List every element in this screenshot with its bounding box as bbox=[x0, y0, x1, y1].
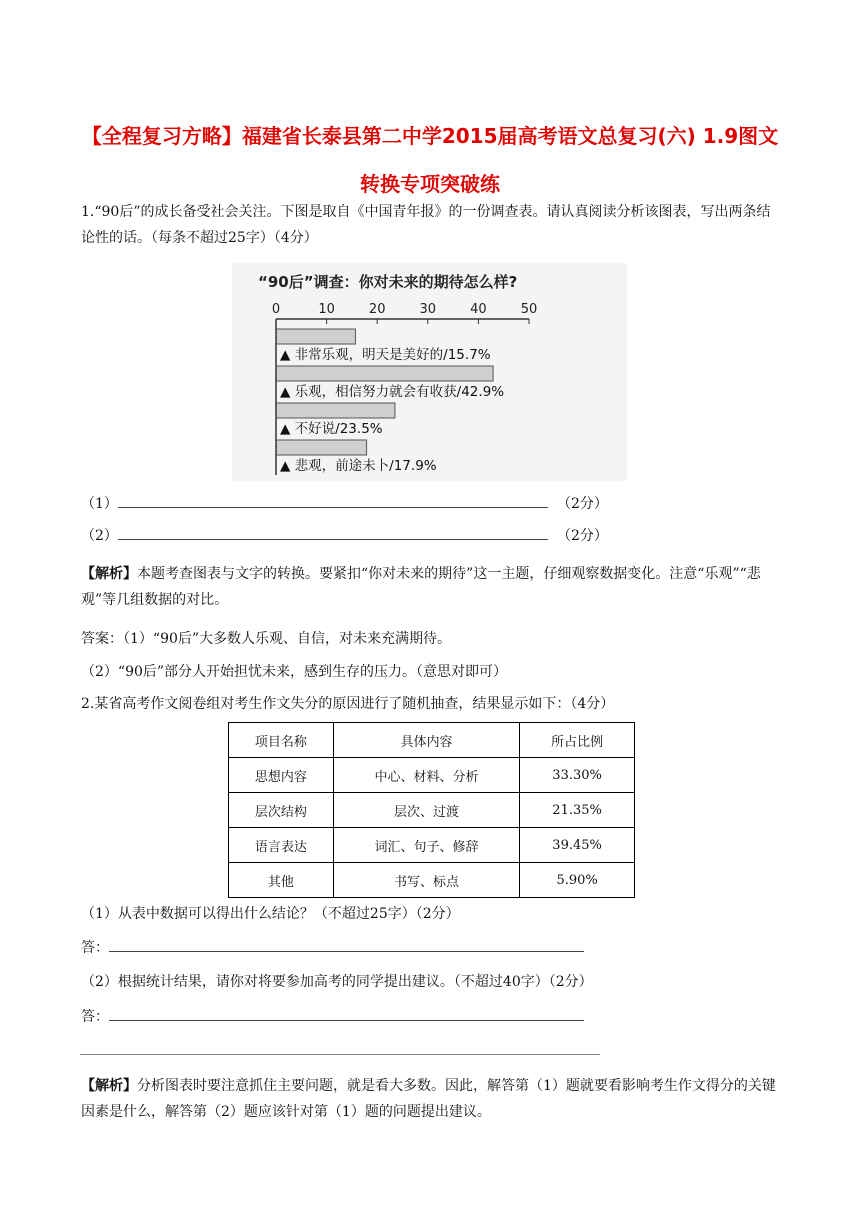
chart-bar-2 bbox=[276, 403, 395, 418]
title-line-2: 转换专项突破练 bbox=[360, 172, 500, 196]
table-cell: 书写、标点 bbox=[333, 863, 519, 898]
q2-sub-2: （2）根据统计结果，请你对将要参加高考的同学提出建议。（不超过40字）（2分） bbox=[81, 974, 593, 990]
q1-blank-1-points: （2分） bbox=[557, 496, 608, 512]
survey-chart bbox=[232, 263, 627, 481]
q1-blank-2 bbox=[81, 523, 781, 549]
table-cell: 语言表达 bbox=[229, 828, 334, 863]
q1-answer-line-2 bbox=[118, 525, 548, 540]
q2-answer-label-2: 答： bbox=[81, 1009, 109, 1025]
q1-blank-1 bbox=[81, 491, 781, 517]
table-cell: 层次结构 bbox=[229, 793, 334, 828]
q2-answer-2 bbox=[81, 1004, 781, 1030]
chart-bar-label-3: ▲ 悲观，前途未卜/17.9% bbox=[280, 458, 437, 474]
chart-bar-1 bbox=[276, 366, 493, 381]
title-line-1: 【全程复习方略】福建省长泰县第二中学2015届高考语文总复习(六) 1.9图文 bbox=[81, 124, 779, 148]
q1-answer-line-1 bbox=[118, 493, 548, 508]
q1-analysis-text: 本题考查图表与文字的转换。要紧扣“你对未来的期待”这一主题，仔细观察数据变化。注意“乐观”“悲观”等几组数据的对比。 bbox=[81, 566, 761, 608]
table-row bbox=[229, 793, 635, 828]
document-title bbox=[60, 112, 800, 208]
chart-tick-label-2: 20 bbox=[368, 302, 386, 317]
q2-answer-label-1: 答： bbox=[81, 940, 109, 956]
table-cell: 21.35% bbox=[520, 793, 635, 828]
chart-bar-label-2: ▲ 不好说/23.5% bbox=[280, 421, 383, 437]
table-row bbox=[229, 828, 635, 863]
q1-blank-2-label: （2） bbox=[81, 528, 118, 544]
table-row bbox=[229, 863, 635, 898]
q2-table bbox=[228, 722, 635, 898]
q1-stem: 1.“90后”的成长备受社会关注。下图是取自《中国青年报》的一份调查表。请认真阅读分析该图表，写出两条结论性的话。（每条不超过25字）（4分） bbox=[81, 204, 771, 246]
table-cell: 5.90% bbox=[520, 863, 635, 898]
table-cell: 中心、材料、分析 bbox=[333, 758, 519, 793]
q2-answer-line-2 bbox=[109, 1006, 584, 1021]
q1-answer-1: 答案：（1）“90后”大多数人乐观、自信，对未来充满期待。 bbox=[81, 631, 452, 647]
chart-bar-label-1: ▲ 乐观，相信努力就会有收获/42.9% bbox=[280, 384, 505, 400]
q1-blank-1-label: （1） bbox=[81, 496, 118, 512]
table-cell: 其他 bbox=[229, 863, 334, 898]
q2-answer-1 bbox=[81, 935, 781, 961]
q2-sub-1: （1）从表中数据可以得出什么结论？（不超过25字）（2分） bbox=[81, 906, 460, 922]
q1-blank-2-points: （2分） bbox=[557, 528, 608, 544]
survey-chart-svg bbox=[232, 263, 627, 481]
q1-analysis bbox=[81, 561, 781, 613]
q2-answer-line-1 bbox=[109, 937, 584, 952]
chart-tick-label-4: 40 bbox=[470, 302, 487, 317]
chart-tick-label-3: 30 bbox=[419, 302, 437, 317]
chart-tick-label-1: 10 bbox=[318, 302, 335, 317]
table-cell: 39.45% bbox=[520, 828, 635, 863]
q1-answer-2: （2）“90后”部分人开始担忧未来，感到生存的压力。（意思对即可） bbox=[81, 664, 508, 680]
chart-title: “90后”调查：你对未来的期待怎么样? bbox=[258, 273, 518, 291]
q2-answer-line-3 bbox=[80, 1054, 600, 1055]
chart-tick-label-5: 50 bbox=[520, 302, 538, 317]
table-cell: 33.30% bbox=[520, 758, 635, 793]
chart-bar-label-0: ▲ 非常乐观，明天是美好的/15.7% bbox=[280, 347, 491, 363]
chart-bar-3 bbox=[276, 440, 367, 455]
q2-analysis bbox=[81, 1073, 781, 1125]
table-cell: 思想内容 bbox=[229, 758, 334, 793]
chart-bar-0 bbox=[276, 329, 355, 344]
table-cell: 层次、过渡 bbox=[333, 793, 519, 828]
q2-analysis-text: 分析图表时要注意抓住主要问题，就是看大多数。因此，解答第（1）题就要看影响考生作文得分的关键因素是什么，解答第（2）题应该针对第（1）题的问题提出建议。 bbox=[81, 1078, 776, 1120]
table-cell: 项目名称 bbox=[229, 723, 334, 758]
q2-stem: 2.某省高考作文阅卷组对考生作文失分的原因进行了随机抽查，结果显示如下：（4分） bbox=[81, 696, 615, 712]
table-cell: 具体内容 bbox=[333, 723, 519, 758]
table-cell: 所占比例 bbox=[520, 723, 635, 758]
q2-analysis-tag: 【解析】 bbox=[81, 1078, 137, 1094]
chart-tick-label-0: 0 bbox=[271, 302, 281, 317]
table-header-row bbox=[229, 723, 635, 758]
q1-analysis-tag: 【解析】 bbox=[81, 566, 137, 582]
table-row bbox=[229, 758, 635, 793]
table-cell: 词汇、句子、修辞 bbox=[333, 828, 519, 863]
